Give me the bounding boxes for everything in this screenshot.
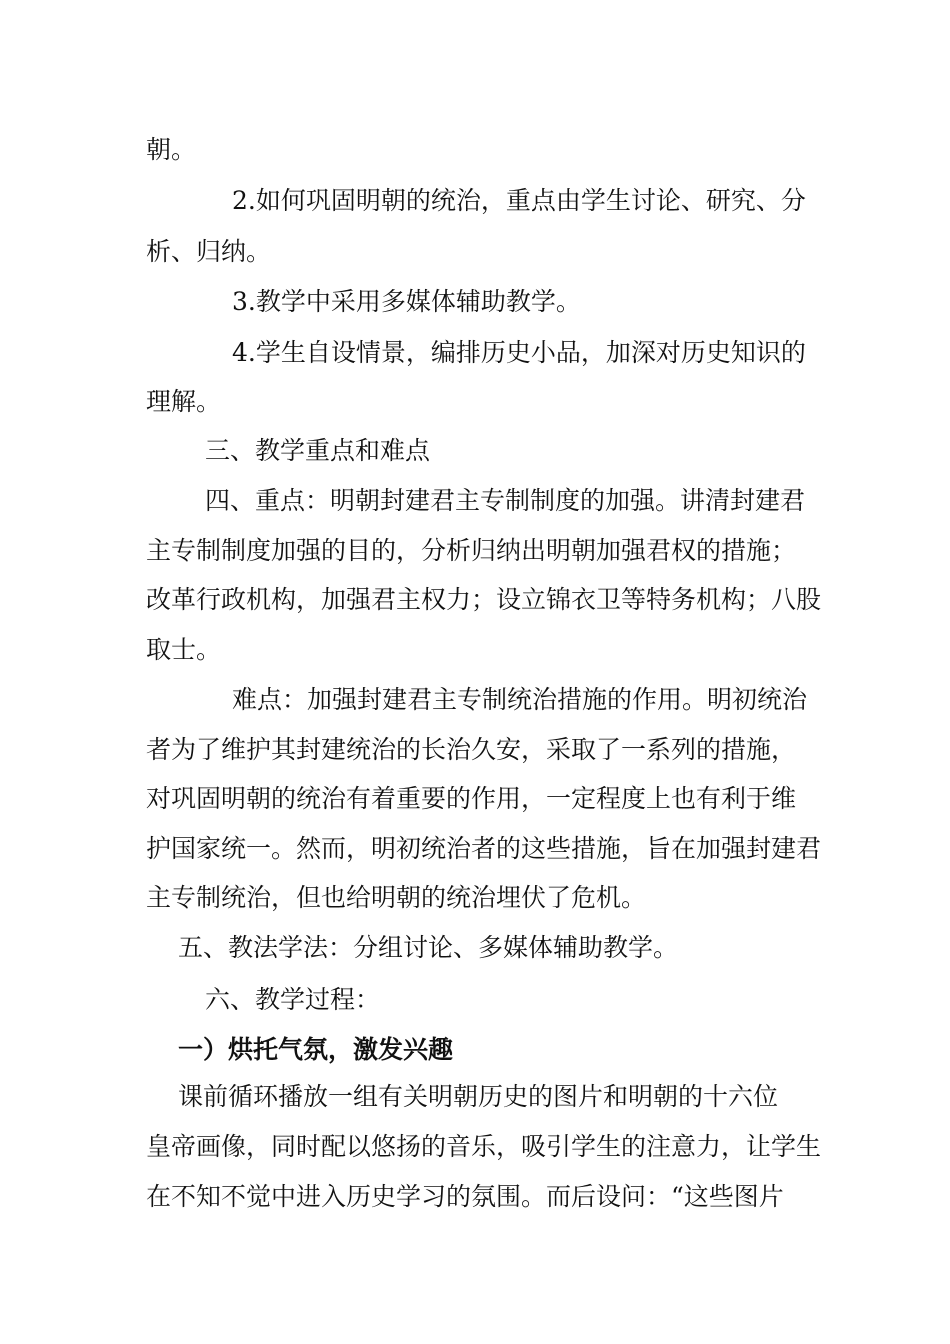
text-line: 析、归纳。 — [146, 237, 272, 266]
text-line: 主专制统治，但也给明朝的统治埋伏了危机。 — [146, 883, 647, 912]
section-heading: 三、教学重点和难点 — [205, 436, 431, 465]
text-line: 皇帝画像，同时配以悠扬的音乐，吸引学生的注意力，让学生 — [146, 1132, 822, 1161]
text-line: 对巩固明朝的统治有着重要的作用，一定程度上也有利于维 — [146, 784, 797, 813]
text-line: 在不知不觉中进入历史学习的氛围。而后设问：“这些图片 — [146, 1182, 784, 1211]
text-line: 者为了维护其封建统治的长治久安，采取了一系列的措施， — [146, 735, 797, 764]
section-heading: 六、教学过程： — [205, 985, 381, 1014]
text-line: 取士。 — [146, 635, 222, 664]
text-line: 改革行政机构，加强君主权力；设立锦衣卫等特务机构；八股 — [146, 585, 822, 614]
text-line: 3.教学中采用多媒体辅助教学。 — [232, 287, 581, 316]
text-line: 护国家统一。然而，明初统治者的这些措施，旨在加强封建君 — [146, 834, 822, 863]
text-line: 2.如何巩固明朝的统治，重点由学生讨论、研究、分 — [232, 186, 806, 215]
subsection-heading: 一）烘托气氛，激发兴趣 — [178, 1035, 454, 1064]
text-line: 主专制制度加强的目的，分析归纳出明朝加强君权的措施； — [146, 536, 797, 565]
text-line: 朝。 — [146, 135, 197, 164]
text-line: 理解。 — [146, 387, 222, 416]
text-line: 课前循环播放一组有关明朝历史的图片和明朝的十六位 — [178, 1082, 779, 1111]
text-line: 难点：加强封建君主专制统治措施的作用。明初统治 — [232, 685, 808, 714]
text-line: 4.学生自设情景，编排历史小品，加深对历史知识的 — [232, 338, 806, 367]
section-heading: 五、教法学法：分组讨论、多媒体辅助教学。 — [178, 933, 679, 962]
text-line: 四、重点：明朝封建君主专制制度的加强。讲清封建君 — [205, 486, 806, 515]
